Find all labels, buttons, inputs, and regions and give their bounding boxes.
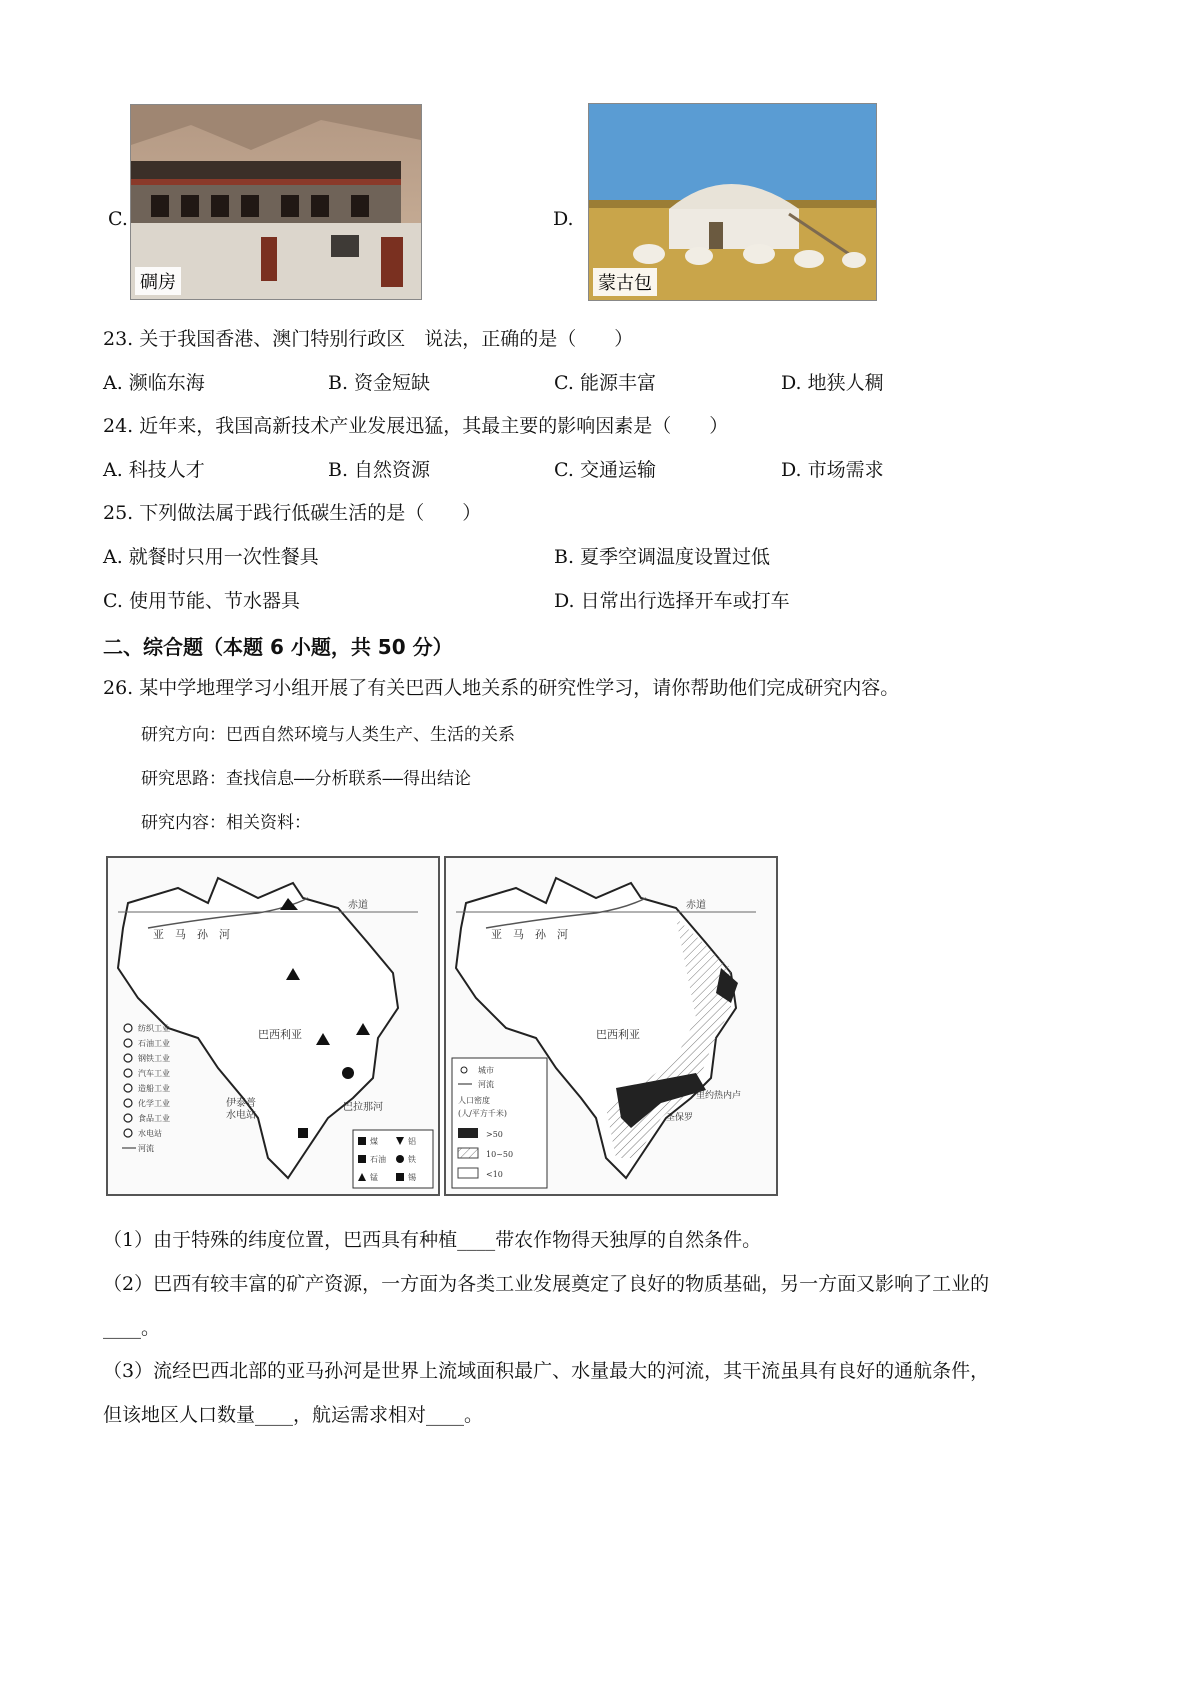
left-legend-4: 造船工业 <box>138 1084 170 1093</box>
q26-approach: 研究思路：查找信息——分析联系——得出结论 <box>141 769 471 789</box>
right-region-label-2: 圣保罗 <box>666 1113 694 1123</box>
option-c-label: C. <box>108 208 128 230</box>
q26-sub2-line1: （2）巴西有较丰富的矿产资源，一方面为各类工业发展奠定了良好的物质基础，另一方面又影响了工业的 <box>103 1273 990 1295</box>
left-legend-8: 河流 <box>138 1144 154 1153</box>
right-capital-label: 巴西利亚 <box>596 1028 640 1041</box>
left-legend-5: 化学工业 <box>138 1099 170 1108</box>
q25-option-c[interactable]: C. 使用节能、节水器具 <box>103 590 300 612</box>
q26-sub3-line1: （3）流经巴西北部的亚马孙河是世界上流域面积最广、水量最大的河流，其干流虽具有良好的通航条件， <box>103 1360 990 1382</box>
q25-option-a[interactable]: A. 就餐时只用一次性餐具 <box>103 546 319 568</box>
q24-option-d[interactable]: D. 市场需求 <box>781 459 884 481</box>
q26-sub3-line2: 但该地区人口数量____，航运需求相对____。 <box>103 1404 484 1426</box>
right-legend-3: 10~50 <box>486 1150 514 1159</box>
diaofang-photo <box>130 104 422 300</box>
left-amazon-label: 亚 马 孙 河 <box>153 928 230 941</box>
q24-stem: 24. 近年来，我国高新技术产业发展迅猛，其最主要的影响因素是（ ） <box>103 415 729 437</box>
q26-stem: 26. 某中学地理学习小组开展了有关巴西人地关系的研究性学习，请你帮助他们完成研究内容。 <box>103 677 900 699</box>
q23-option-d[interactable]: D. 地狭人稠 <box>781 372 884 394</box>
right-equator-label: 赤道 <box>686 900 706 911</box>
brazil-population-map <box>444 856 778 1196</box>
q23-option-b[interactable]: B. 资金短缺 <box>328 372 431 394</box>
q26-sub2-line2: ____。 <box>103 1317 161 1339</box>
left-dam-label-2: 水电站 <box>226 1110 256 1121</box>
option-d-label: D. <box>553 208 574 230</box>
left-legend-1: 石油工业 <box>138 1039 170 1048</box>
q23-option-a[interactable]: A. 濒临东海 <box>103 372 205 394</box>
yurt-photo <box>588 103 877 301</box>
q26-content: 研究内容：相关资料： <box>141 813 311 833</box>
left-legend-0: 纺织工业 <box>138 1024 170 1033</box>
left-dam-label: 伊泰普 <box>226 1098 256 1109</box>
q24-option-b[interactable]: B. 自然资源 <box>328 459 431 481</box>
left-mineral-0: 煤 <box>370 1137 378 1146</box>
q26-sub1: （1）由于特殊的纬度位置，巴西具有种植____带农作物得天独厚的自然条件。 <box>103 1229 762 1251</box>
yurt-caption: 蒙古包 <box>593 268 657 296</box>
q26-direction: 研究方向：巴西自然环境与人类生产、生活的关系 <box>141 725 515 745</box>
left-legend-2: 钢铁工业 <box>138 1054 170 1063</box>
brazil-population-map-svg <box>446 858 776 1194</box>
q25-option-b[interactable]: B. 夏季空调温度设置过低 <box>554 546 771 568</box>
q25-stem: 25. 下列做法属于践行低碳生活的是（ ） <box>103 502 482 524</box>
left-mineral-1: 铝 <box>408 1137 416 1146</box>
left-capital-label: 巴西利亚 <box>258 1028 302 1041</box>
left-mineral-2: 石油 <box>370 1155 386 1164</box>
right-legend-4: <10 <box>486 1170 503 1179</box>
q25-option-d[interactable]: D. 日常出行选择开车或打车 <box>554 590 790 612</box>
left-legend-3: 汽车工业 <box>138 1069 170 1078</box>
left-mineral-4: 锰 <box>370 1173 378 1182</box>
right-legend-2: >50 <box>486 1130 503 1139</box>
q23-stem: 23. 关于我国香港、澳门特别行政区 说法，正确的是（ ） <box>103 328 634 350</box>
right-legend-title: 人口密度 <box>458 1096 490 1105</box>
section-2-heading: 二、综合题（本题 6 小题，共 50 分） <box>103 635 453 659</box>
diaofang-caption: 碉房 <box>135 267 181 295</box>
q23-option-c[interactable]: C. 能源丰富 <box>554 372 656 394</box>
q24-option-a[interactable]: A. 科技人才 <box>103 459 205 481</box>
right-legend-0: 城市 <box>478 1066 494 1075</box>
right-region-label: 里约热内卢 <box>696 1091 742 1101</box>
q24-option-c[interactable]: C. 交通运输 <box>554 459 656 481</box>
left-mineral-5: 锡 <box>408 1173 416 1182</box>
brazil-industry-map-svg <box>108 858 438 1194</box>
right-amazon-label: 亚 马 孙 河 <box>491 928 568 941</box>
left-legend-7: 水电站 <box>138 1129 162 1138</box>
left-mineral-3: 铁 <box>408 1155 416 1164</box>
right-legend-1: 河流 <box>478 1080 494 1089</box>
brazil-industry-map <box>106 856 440 1196</box>
left-equator-label: 赤道 <box>348 900 368 911</box>
left-legend-6: 食品工业 <box>138 1114 170 1123</box>
right-legend-unit: (人/平方千米) <box>458 1109 507 1118</box>
left-river-label: 巴拉那河 <box>343 1102 383 1113</box>
